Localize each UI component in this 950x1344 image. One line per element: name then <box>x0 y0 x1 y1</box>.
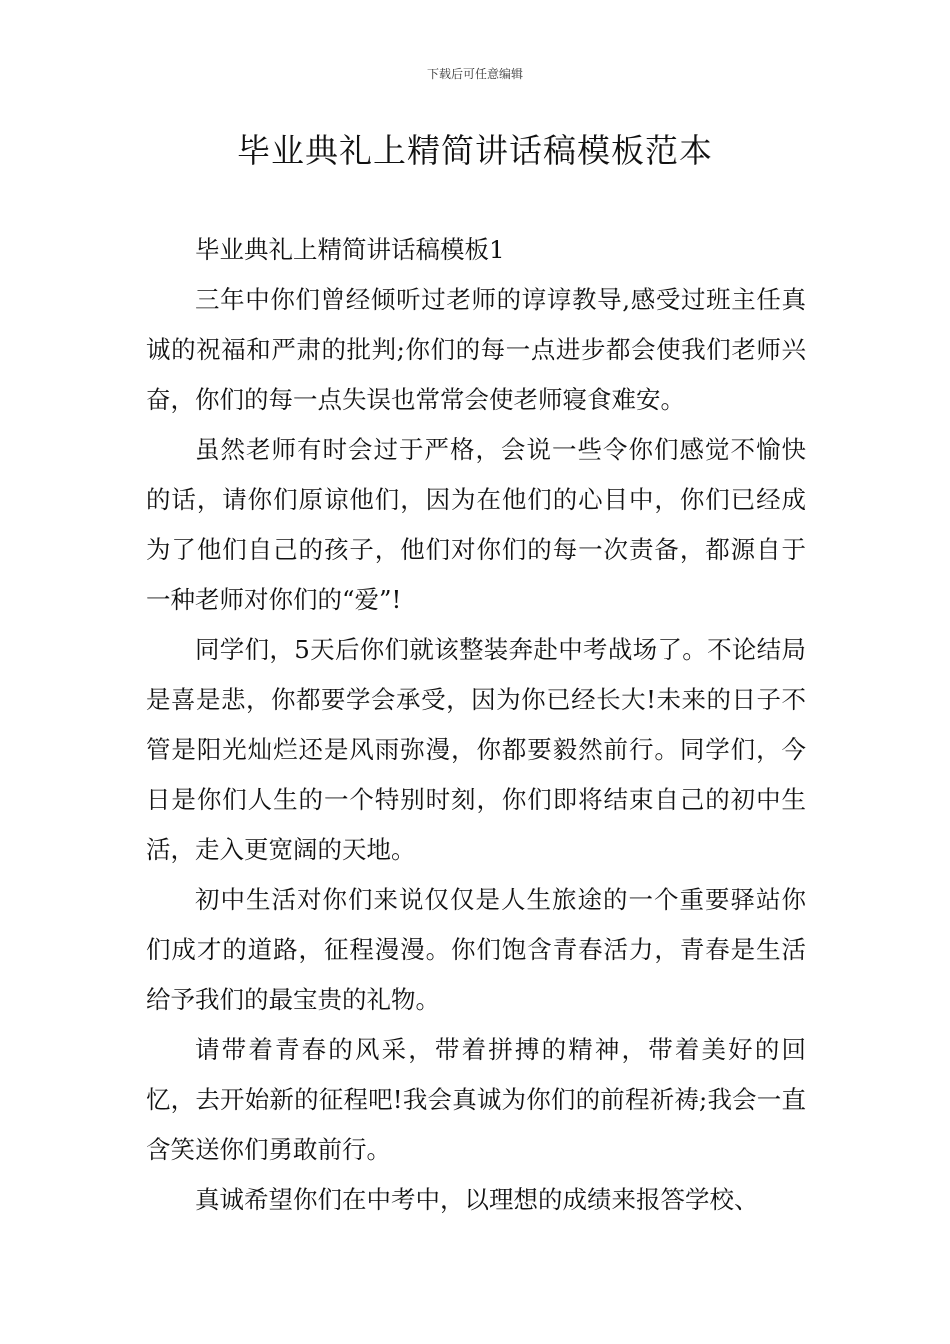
paragraph: 初中生活对你们来说仅仅是人生旅途的一个重要驿站你们成才的道路，征程漫漫。你们饱含青春活力，青春是生活给予我们的最宝贵的礼物。 <box>146 885 806 1014</box>
paragraph: 真诚希望你们在中考中，以理想的成绩来报答学校、 <box>195 1185 759 1214</box>
document-body <box>146 225 806 1225</box>
document-title: 毕业典礼上精简讲话稿模板范本 <box>237 131 713 170</box>
paragraph: 同学们，5天后你们就该整装奔赴中考战场了。不论结局是喜是悲，你都要学会承受，因为你已经长大!未来的日子不管是阳光灿烂还是风雨弥漫，你都要毅然前行。同学们，今日是你们人生的一个特别时刻，你们即将结束自己的初中生活，走入更宽阔的天地。 <box>146 635 806 864</box>
paragraph: 三年中你们曾经倾听过老师的谆谆教导,感受过班主任真诚的祝福和严肃的批判;你们的每一点进步都会使我们老师兴奋，你们的每一点失误也常常会使老师寝食难安。 <box>146 285 806 414</box>
paragraph: 虽然老师有时会过于严格，会说一些令你们感觉不愉快的话，请你们原谅他们，因为在他们的心目中，你们已经成为了他们自己的孩子，他们对你们的每一次责备，都源自于一种老师对你们的“爱”! <box>146 435 806 614</box>
header-note: 下载后可任意编辑 <box>426 67 523 81</box>
section-heading: 毕业典礼上精简讲话稿模板1 <box>195 235 505 264</box>
paragraph: 请带着青春的风采，带着拼搏的精神，带着美好的回忆，去开始新的征程吧!我会真诚为你们的前程祈祷;我会一直含笑送你们勇敢前行。 <box>146 1035 806 1164</box>
